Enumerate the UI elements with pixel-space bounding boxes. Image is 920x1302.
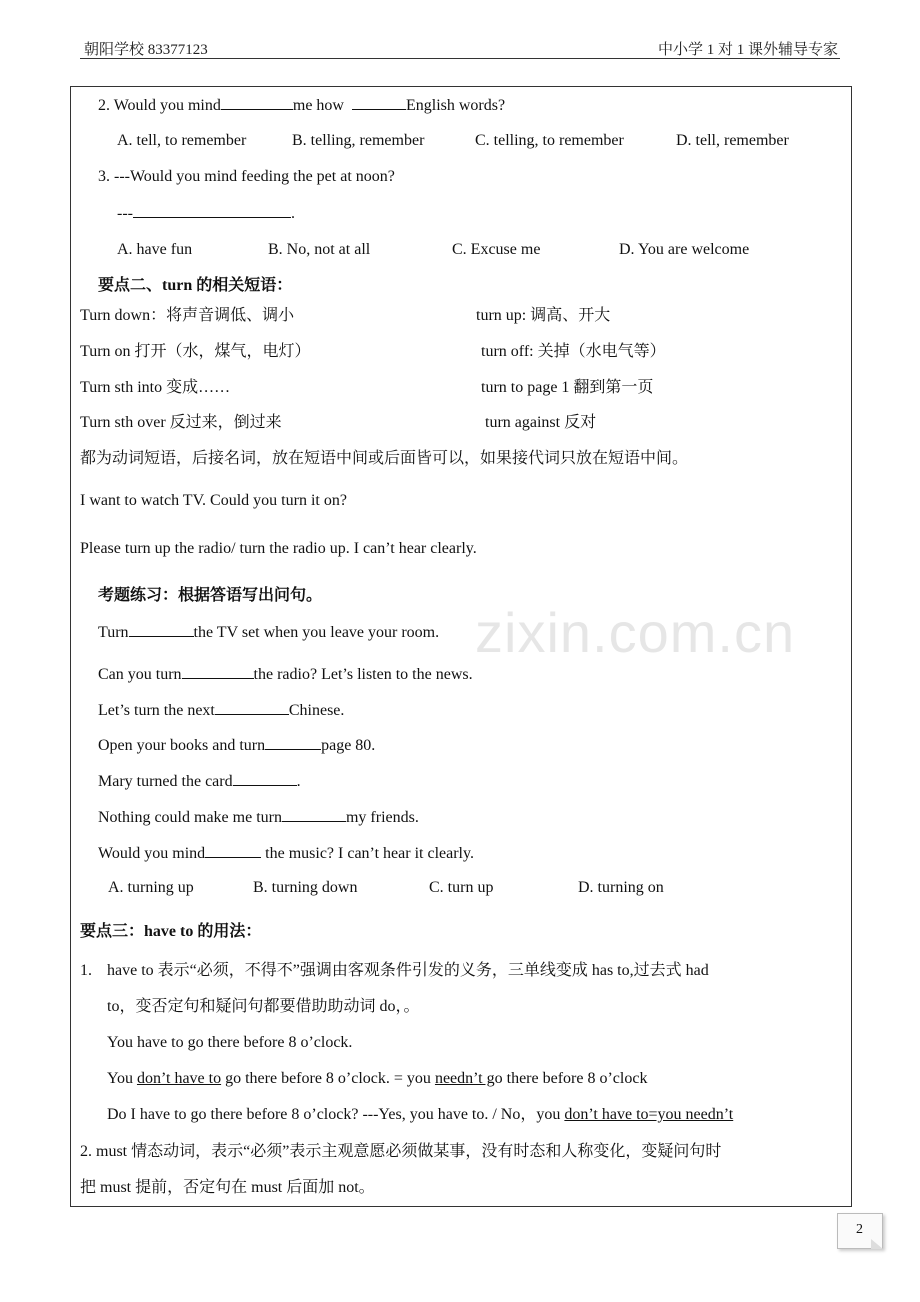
header-rule — [80, 58, 840, 59]
point3-item1-line2: to，变否定句和疑问句都要借助助动词 do，。 — [107, 998, 420, 1015]
point3-example-1: You have to go there before 8 o’clock. — [107, 1034, 353, 1051]
exercise-title: 考题练习：根据答语写出问句。 — [98, 587, 323, 604]
point3-item2-line1: 2. must 情态动词，表示“必须”表示主观意愿必须做某事，没有时态和人称变化，变疑问句时 — [80, 1143, 722, 1160]
point3-example-2: You don’t have to go there before 8 o’clock. = you needn’t go there before 8 o’clock — [107, 1070, 648, 1087]
header-left: 朝阳学校 83377123 — [84, 42, 208, 58]
page-curl-icon — [871, 1239, 883, 1249]
q3-option-a: A. have fun — [117, 241, 193, 258]
page-number-box — [837, 1213, 883, 1249]
exercise-sentence-7: Would you mind the music? I can’t hear it clearly. — [98, 845, 474, 862]
q2-option-a: A. tell, to remember — [117, 132, 247, 149]
q3-stem: 3. ---Would you mind feeding the pet at noon? — [98, 168, 395, 185]
phrase-left-1: Turn down：将声音调低、调小 — [80, 307, 295, 324]
phrase-left-4: Turn sth over 反过来，倒过来 — [80, 414, 282, 431]
point3-item2-line2: 把 must 提前，否定句在 must 后面加 not。 — [80, 1179, 375, 1196]
exercise-sentence-2: Can you turn the radio? Let’s listen to the news. — [98, 666, 473, 683]
exercise-sentence-3: Let’s turn the next Chinese. — [98, 702, 345, 719]
q2-stem: 2. Would you mind me how English words? — [98, 97, 506, 114]
q2-option-b: B. telling, remember — [292, 132, 425, 149]
phrase-right-3: turn to page 1 翻到第一页 — [481, 379, 654, 396]
q3-answer-line: --- . — [117, 205, 295, 222]
phrase-left-3: Turn sth into 变成…… — [80, 379, 231, 396]
point2-title: 要点二、turn 的相关短语： — [98, 277, 293, 294]
watermark: zixin.com.cn — [475, 601, 796, 664]
phrase-right-4: turn against 反对 — [485, 414, 597, 431]
exercise-option-b: B. turning down — [253, 879, 358, 896]
phrase-right-1: turn up: 调高、开大 — [476, 307, 611, 324]
exercise-sentence-4: Open your books and turn page 80. — [98, 737, 376, 754]
point2-note: 都为动词短语，后接名词，放在短语中间或后面皆可以，如果接代词只放在短语中间。 — [80, 450, 689, 467]
phrase-left-2: Turn on 打开（水，煤气，电灯） — [80, 343, 311, 360]
point3-item1-number: 1. — [80, 962, 92, 979]
point3-title: 要点三：have to 的用法： — [80, 923, 262, 940]
point3-example-3: Do I have to go there before 8 o’clock? ---Yes, you have to. / No，you don’t have to=you needn’t — [107, 1106, 734, 1123]
exercise-sentence-6: Nothing could make me turn my friends. — [98, 809, 419, 826]
point3-item1-line1: have to 表示“必须，不得不”强调由客观条件引发的义务，三单线变成 has to,过去式 had — [107, 962, 709, 979]
phrase-right-2: turn off: 关掉（水电气等） — [481, 343, 666, 360]
q3-option-b: B. No, not at all — [268, 241, 371, 258]
exercise-sentence-5: Mary turned the card . — [98, 773, 301, 790]
exercise-option-c: C. turn up — [429, 879, 494, 896]
q3-option-d: D. You are welcome — [619, 241, 750, 258]
header-right: 中小学 1 对 1 课外辅导专家 — [657, 42, 838, 58]
q2-option-c: C. telling, to remember — [475, 132, 624, 149]
exercise-sentence-1: Turn the TV set when you leave your room. — [98, 624, 440, 641]
q3-option-c: C. Excuse me — [452, 241, 541, 258]
page-number: 2 — [856, 1222, 863, 1237]
exercise-option-d: D. turning on — [578, 879, 664, 896]
point2-example-1: I want to watch TV. Could you turn it on? — [80, 492, 347, 509]
point2-example-2: Please turn up the radio/ turn the radio up. I can’t hear clearly. — [80, 540, 477, 557]
exercise-option-a: A. turning up — [108, 879, 194, 896]
q2-option-d: D. tell, remember — [676, 132, 789, 149]
